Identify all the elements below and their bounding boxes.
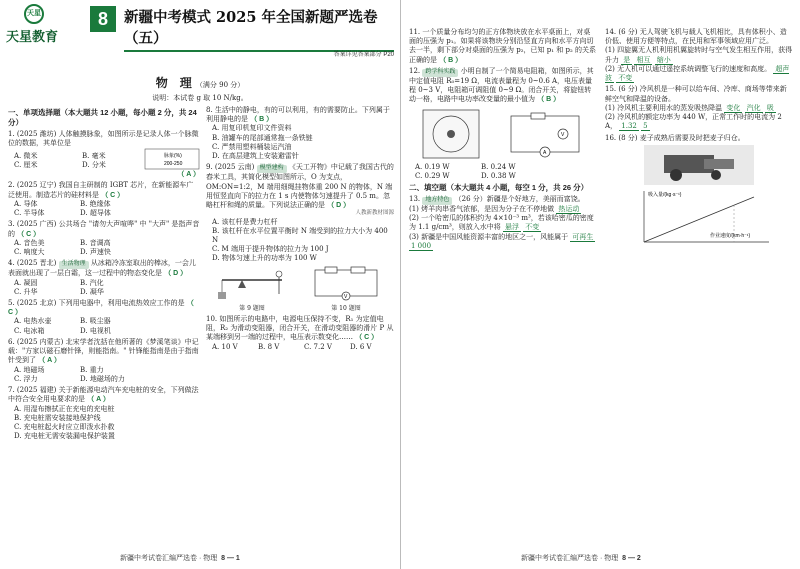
svg-text:吸入量/(kg·s⁻¹): 吸入量/(kg·s⁻¹) [648, 191, 682, 198]
left-column-a [8, 106, 200, 443]
question-4: 4. (2025 晋北) 生活物理 从冰箱冷冻室取出的棒冰，一会儿表面就出现了一层白霜，这一过程中的物态变化是 （ D ） A. 凝固 B. 汽化 C. 升华 D. 凝华 [8, 259, 196, 296]
question-1: 1. (2025 潍坊) 人体触摸脉象，如图所示是记录人体一个脉微位的数据，其单位是 A. 微米 C. 厘米 B. 毫米 D. 分米 脉象(%) 200-250 （ A ） [8, 129, 200, 179]
page-footer: 新疆中考试卷汇编严选卷 · 物理 8 — 1 [120, 554, 240, 562]
svg-text:脉象(%): 脉象(%) [164, 153, 182, 160]
harvester-photo [644, 145, 754, 185]
section-heading: 二、填空题（本大题共 4 小题，每空 1 分，共 26 分） [409, 183, 589, 193]
svg-text:V: V [344, 293, 348, 300]
question-8: 8. 生活中的静电，有的可以利用，有的需要防止。下列属于利用静电的是 （ B ） A. 用复印机复印文件资料 B. 油罐车的尾部通常拖一条铁链 C. 严禁用塑料桶装运汽油 D. 在高层建筑上安装避雷针 [206, 106, 390, 161]
question-10: 10. 如图所示的电路中，电源电压保持不变，R₁ 为定值电阻，R₂ 为滑动变阻器，闭合开关，在滑动变阻器的滑片 P 从某端移到另一端的过程中，电压表示数变化…… （ C ） A. 10 V B. 8 V C. 7.2 V D. 6 V [206, 314, 394, 351]
question-5: 5. (2025 北京) 下列用电器中，利用电流热效应工作的是 （ C ） A. 电热水壶 B. 吸尘器 C. 电冰箱 D. 电视机 [8, 298, 194, 335]
page-footer: 新疆中考试卷汇编严选卷 · 物理 8 — 2 [521, 554, 641, 562]
question-13: 13. 地方特色 （26 分）新疆是个好地方，美丽而富饶。 (1) 烤羊肉串香气浓郁，是因为分子在不停地做 热运动 (2) 一个哈密瓜的体积约为 4×10⁻³ m³，若该哈密瓜的密度为 1.1 g/cm³，则放入水中将 悬浮 不变 (3) 新疆是中国风能资源丰富的地区之一，风能属于 可再生 1 000 [409, 194, 594, 250]
question-12: 12. 跨学科实践 小明自制了一个简易电阻箱，如图所示，其中定值电阻 R₀=19 Ω，电流表量程为 0~0.6 A，电压表量程 0~3 V，电阻箱可调阻值 0~9 Ω。闭合开关，将旋钮转动一格，电路中电功率改变量的最小值为 （ B ） V A A. 0.19 W B. 0.24 W C. 0.29 W D. 0.38 W [409, 66, 594, 180]
svg-text:200-250: 200-250 [164, 161, 183, 168]
instruction-note: 说明：本试卷 g 取 10 N/kg。 [152, 94, 248, 102]
circuit-figure-10 [309, 266, 383, 302]
right-column-b [605, 28, 793, 251]
svg-text:作业速度/(km·h⁻¹): 作业速度/(km·h⁻¹) [710, 232, 751, 239]
topic-tag: 跨学科实践 [422, 69, 458, 77]
answer-reference: 答案详见答案部分 P20 [333, 52, 394, 58]
question-6: 6. (2025 内蒙古) 北宋学者沈括在他所著的《梦溪笔谈》中记载："方家以磁石磨针锋，则能指南。" 针锋能指南是由于指南针受到了 （ A ） A. 地磁场 B. 重力 C. 浮力 D. 地磁场的力 [8, 337, 199, 383]
logo-mark: 天星 [24, 4, 44, 24]
question-16: 16. (8 分) 麦子成熟后需要及时把麦子归仓。 吸入量/(kg·s⁻¹) 作业速度/(km·h⁻¹) [605, 134, 793, 249]
question-7: 7. (2025 福建) 关于新能源电动汽车充电桩的安全，下列做法中符合安全用电要求的是 （ A ） A. 用湿布擦拭正在充电的充电桩 B. 充电桩需安装接地保护线 C. 充电桩起火时应立即泼水扑救 D. 充电桩无需安装漏电保护装置 [8, 386, 199, 441]
topic-tag: 生活物理 [59, 261, 89, 269]
right-column-a [409, 28, 597, 253]
publisher-logo [6, 4, 88, 44]
svg-text:V: V [561, 131, 565, 138]
page-right [400, 0, 800, 569]
question-9: 9. (2025 云南) 模型建构 《天工开物》中记载了我国古代的舂米工具，其简化模型如图所示，O 为支点，OM:ON=1:2，M 端用细绳挂物体重 200 N 的物体，N 端用恒竖直向下的拉力在 1 s 内使物体匀速提升了 0.5 m。忽略杠杆和绳的质量。下列说法正确的是 （ D ） 人教新教材图源 A. 该杠杆是费力杠杆 B. 该杠杆在水平位置平衡时 N 端受到的拉力大小为 400 N C. M 端用于提升物体的拉力为 100 J D. 物体匀速上升的功率为 100 W [206, 163, 394, 263]
lever-figure [217, 266, 287, 302]
page-title: 新疆中考模式 2025 年全国新题严选卷（五） [124, 6, 394, 52]
question-14: 14. (6 分) 无人驾驶飞机与载人飞机相比，具有体积小、造价低、使用方便等特点，在民用和军事领域应用广泛。 (1) 四旋翼无人机利用机翼旋转时与空气发生相互作用，获得升力 是 相互 缩小 (2) 无人机可以通过遥控系统调整飞行的速度和高度。 超声波 不变 [605, 28, 793, 83]
logo-text: 天星教育 [6, 29, 59, 44]
left-column-b [206, 106, 394, 354]
paper-number: 8 [90, 6, 116, 32]
question-3: 3. (2025 广西) 公共场合 "请勿大声喧哗" 中 "大声" 是指声音的 （ C ） A. 音色美 B. 音调高 C. 响度大 D. 声速快 [8, 220, 200, 257]
question-15: 15. (6 分) 冷风机是一种可以给车间、冷库、商场等带来新鲜空气和降温的设备。 (1) 冷风机主要利用水的蒸发吸热降温 变化 汽化 吸 (2) 冷风机的额定功率为 440 W，正常工作时的电流为 2 A， 1.32 5 [605, 85, 787, 131]
resistance-box-figure [421, 108, 481, 160]
question-2: 2. (2025 辽宁) 我国自主研制的 IGBT 芯片，在新能源车广泛使用。制造芯片的硅材料是 （ C ） A. 导体 B. 绝缘体 C. 半导体 D. 超导体 [8, 181, 194, 218]
figures-9-10: 第 9 题图 V 第 10 题图 [206, 266, 394, 313]
feed-rate-graph [624, 187, 774, 249]
circuit-figure-12 [505, 108, 585, 160]
section-heading: 一、单项选择题（本大题共 12 小题，每小题 2 分，共 24 分） [8, 108, 197, 127]
topic-tag: 模型建构 [257, 165, 287, 173]
pulse-figure [144, 148, 200, 170]
svg-text:A: A [543, 149, 547, 156]
topic-tag: 地方特色 [422, 197, 452, 205]
question-11: 11. 一个质量分布均匀的正方体物块放在水平桌面上，对桌面的压强为 p₁。如果将该物块分别沿竖直方向和水平方向切去一半，剩下部分对桌面的压强为 p₂，已知 p₁ 和 p₂ 的关系正确的是 （ B ） [409, 28, 596, 64]
subject-heading: 物 理 （满分 90 分） [155, 76, 245, 90]
